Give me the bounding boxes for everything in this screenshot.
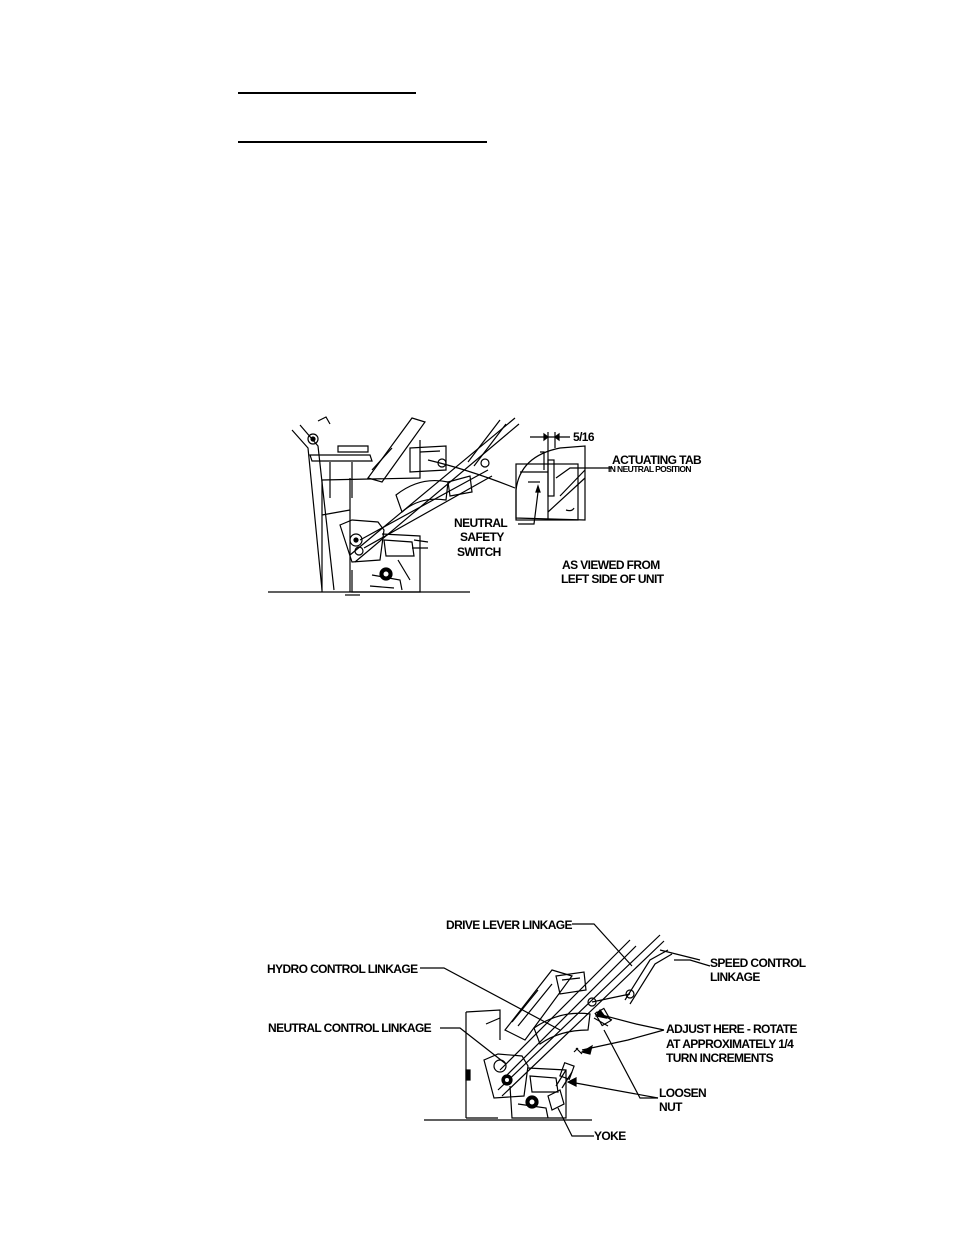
loosen-nut-label-2: NUT [659, 1100, 682, 1114]
view-note-line-1: AS VIEWED FROM [562, 558, 660, 572]
hydro-control-linkage-label: HYDRO CONTROL LINKAGE [267, 962, 418, 976]
neutral-switch-label-2: SAFETY [460, 530, 504, 544]
loosen-nut-label-1: LOOSEN [659, 1086, 707, 1100]
adjust-note-line-2: AT APPROXIMATELY 1/4 [666, 1037, 794, 1051]
dimension-5-16-label: 5/16 [573, 430, 594, 444]
speed-control-linkage-label-2: LINKAGE [710, 970, 760, 984]
neutral-switch-label-1: NEUTRAL [454, 516, 508, 530]
adjust-note-line-1: ADJUST HERE - ROTATE [666, 1022, 797, 1036]
drive-lever-linkage-label: DRIVE LEVER LINKAGE [446, 918, 572, 932]
actuating-tab-sublabel: IN NEUTRAL POSITION [608, 464, 691, 474]
speed-control-linkage-label-1: SPEED CONTROL [710, 956, 806, 970]
neutral-switch-label-3: SWITCH [457, 545, 501, 559]
actuating-tab-label: ACTUATING TAB [612, 453, 702, 467]
adjust-note-line-3: TURN INCREMENTS [666, 1051, 773, 1065]
yoke-label: YOKE [594, 1129, 626, 1143]
neutral-safety-switch-figure [268, 417, 612, 595]
figure2-labels [267, 918, 806, 1143]
neutral-control-linkage-label: NEUTRAL CONTROL LINKAGE [268, 1021, 432, 1035]
view-note-line-2: LEFT SIDE OF UNIT [561, 572, 664, 586]
